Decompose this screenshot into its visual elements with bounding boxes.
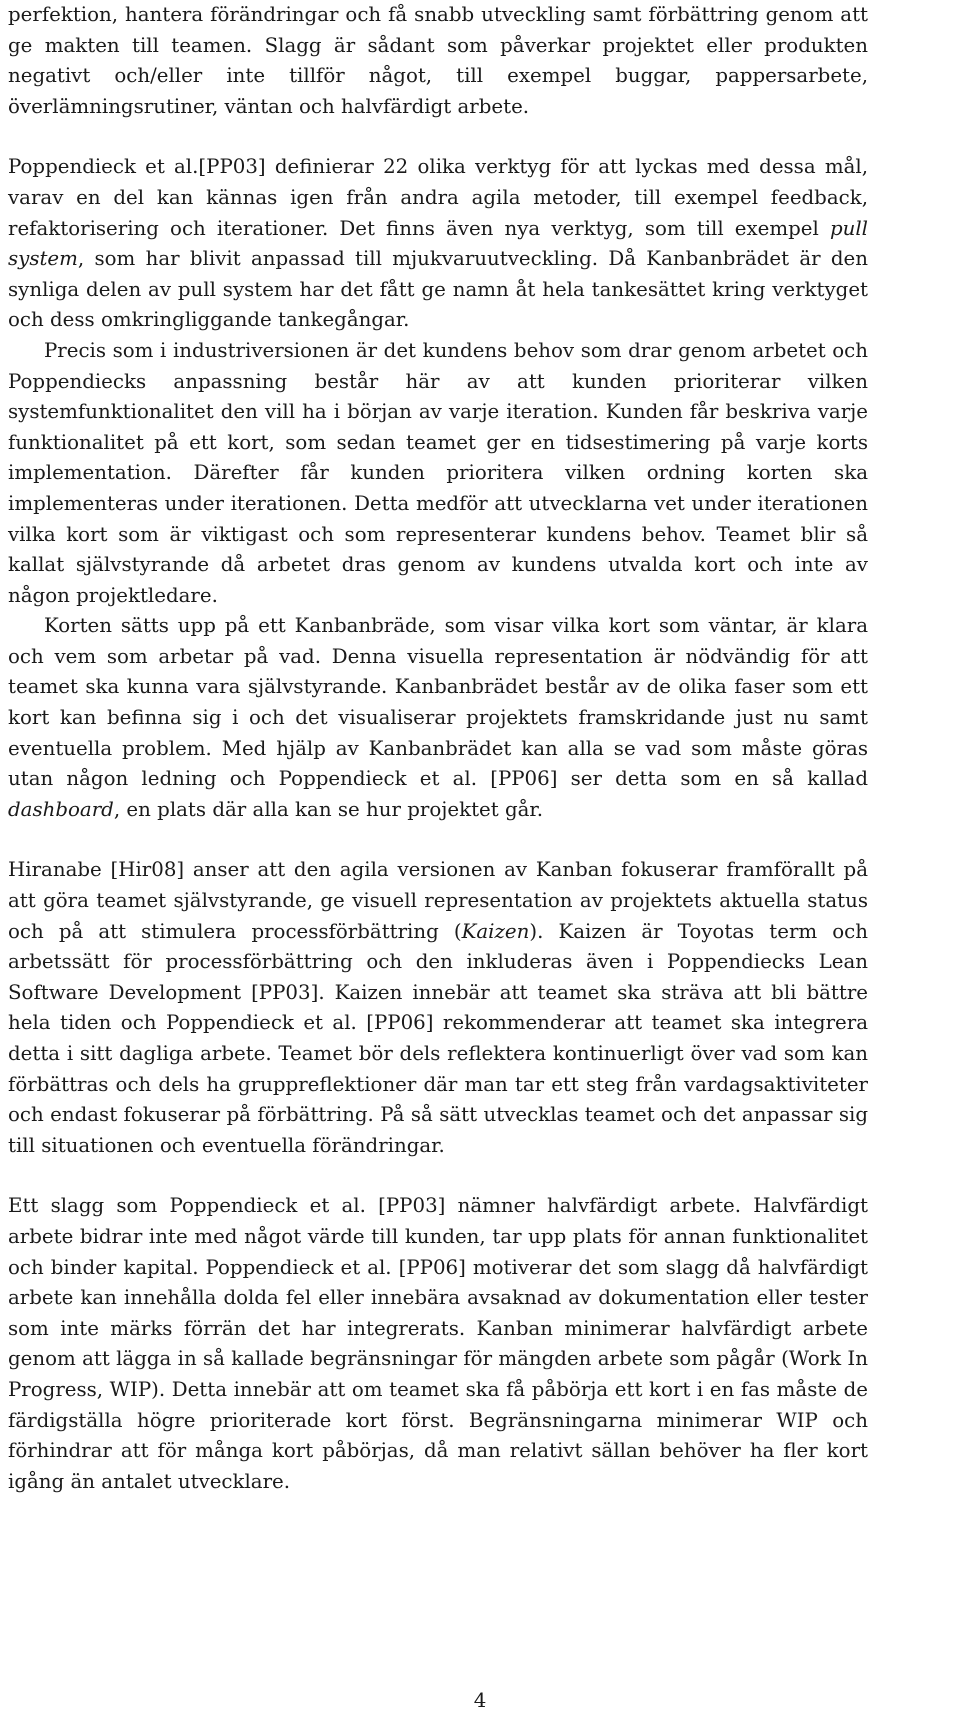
paragraph-3: Precis som i industriversionen är det kundens behov som drar genom arbetet och Poppendiecks anpassning består här av att kunden prioriterar vilken systemfunktionalitet den vill ha i början av varje iteration. Kunden får beskriva varje funktionalitet på ett kort, som sedan teamet ger en tidsestimering på varje korts implementation. Därefter får kunden prioritera vilken ordning korten ska implementeras under iterationen. Detta medför att utvecklarna vet under iterationen vilka kort som är viktigast och som representerar kundens behov. Teamet blir så kallat självstyrande då arbetet dras genom av kundens utvalda kort och inte av någon projektledare. — [8, 338, 868, 607]
page-number: 4 — [473, 1689, 487, 1712]
paragraph-5-text-c: ). Kaizen är Toyotas term och arbetssätt för processförbättring och den inkluderas även i Poppendiecks Lean Software Development [PP03]. Kaizen innebär att teamet ska sträva att bli bättre hela tiden och Poppendieck et al. [PP06] rekommenderar att teamet ska integrera detta i sitt dagliga arbete. Teamet bör dels reflektera kontinuerligt över vad som kan förbättras och dels ha gruppreflektioner där man tar ett steg från vardagsaktiviteter och endast fokuserar på förbättring. På så sätt utvecklas teamet och det anpassar sig till situationen och eventuella förändringar. — [8, 919, 868, 1157]
paragraph-4 — [8, 611, 868, 825]
paragraph-1: perfektion, hantera förändringar och få snabb utveckling samt förbättring genom att ge makten till teamen. Slagg är sådant som påverkar projektet eller produkten negativt och/eller inte tillför något, till exempel buggar, pappersarbete, överlämningsrutiner, väntan och halvfärdigt arbete. — [8, 3, 868, 118]
paragraph-4-emphasis: dashboard — [8, 797, 114, 821]
paragraph-2-text-a: Poppendieck et al.[PP03] definierar 22 olika verktyg för att lyckas med dessa mål, varav en del kan kännas igen från andra agila metoder, till exempel feedback, refaktorisering och iterationer. Det finns även nya verktyg, som till exempel — [8, 155, 868, 240]
paragraph-5-emphasis: Kaizen — [461, 919, 530, 943]
paragraph-6: Ett slagg som Poppendieck et al. [PP03] nämner halvfärdigt arbete. Halvfärdigt arbete bidrar inte med något värde till kunden, tar upp plats för annan funktionalitet och binder kapital. Poppendieck et al. [PP06] motiverar det som slagg då halvfärdigt arbete kan innehålla dolda fel eller innebära avsaknad av dokumentation eller tester som inte märks förrän det har integrerats. Kanban minimerar halvfärdigt arbete genom att lägga in så kallade begränsningar för mängden arbete som pågår (Work In Progress, WIP). Detta innebär att om teamet ska få påbörja ett kort i en fas måste de färdigställa högre prioriterade kort först. Begränsningarna minimerar WIP och förhindrar att för många kort påbörjas, då man relativt sällan behöver ha fler kort igång än antalet utvecklare. — [8, 1194, 868, 1493]
paragraph-4-text-c: , en plats där alla kan se hur projektet går. — [113, 797, 544, 821]
paragraph-5 — [8, 855, 868, 1161]
paragraph-5-text-a: Hiranabe [Hir08] anser att den agila versionen av Kanban fokuserar framförallt på att göra teamet självstyrande, ge visuell representation av projektets aktuella status och på att stimulera processförbättring ( — [8, 858, 868, 943]
paragraph-2 — [8, 152, 868, 336]
paragraph-4-text-a: Korten sätts upp på ett Kanbanbräde, som visar vilka kort som väntar, är klara och vem som arbetar på vad. Denna visuella representation är nödvändig för att teamet ska kunna vara självstyrande. Kanbanbrädet består av de olika faser som ett kort kan befinna sig i och det visualiserar projektets framskridande just nu samt eventuella problem. Med hjälp av Kanbanbrädet kan alla se vad som måste göras utan någon ledning och Poppendieck et al. [PP06] ser detta som en så kallad — [8, 614, 868, 791]
paragraph-2-emphasis: pull system — [8, 216, 868, 271]
paragraph-2-text-c: , som har blivit anpassad till mjukvaruutveckling. Då Kanbanbrädet är den synliga delen av pull system har det fått ge namn åt hela tankesättet kring verktyget och dess omkringliggande tankegångar. — [8, 247, 868, 332]
document-page — [8, 0, 868, 1497]
